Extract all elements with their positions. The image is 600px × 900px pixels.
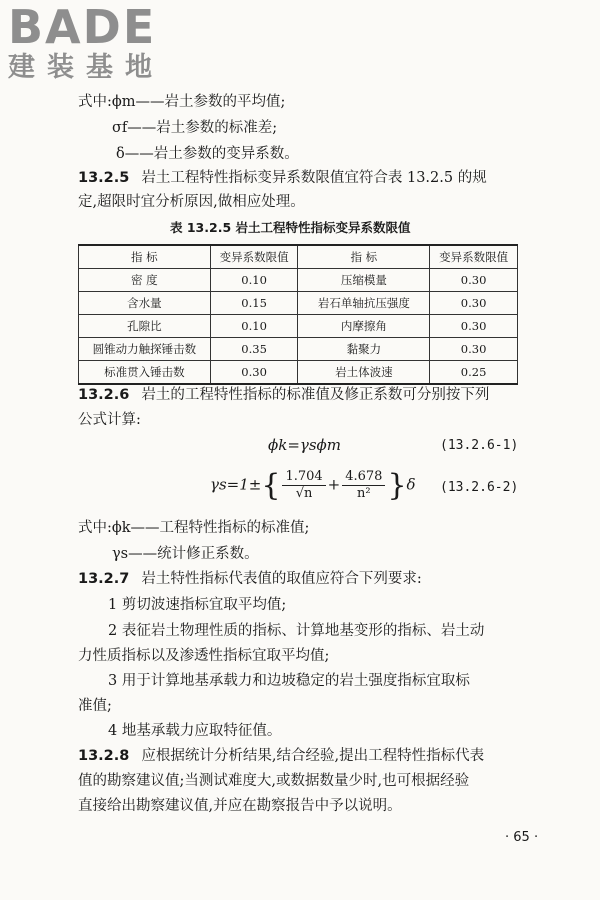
clause-13-2-5-cont: 定,超限时宜分析原因,做相应处理。 — [78, 194, 305, 210]
denominator-1: √n — [295, 486, 313, 501]
equation-number-1: (13.2.6-1) — [440, 438, 519, 453]
table-row — [79, 315, 518, 338]
fraction-1 — [282, 469, 325, 502]
fraction-2 — [342, 469, 385, 502]
legend-line-mean: 式中:ϕm——岩土参数的平均值; — [78, 94, 286, 110]
table-cell: 0.30 — [430, 338, 518, 361]
formula-correction-coefficient — [210, 468, 416, 503]
clause-text: 岩土工程特性指标变异系数限值宜符合表 13.2.5 的规 — [141, 170, 487, 186]
formula-rhs: =γsϕm — [287, 436, 342, 454]
table-row — [79, 338, 518, 361]
table-cell: 0.25 — [430, 361, 518, 385]
watermark-logo — [8, 0, 164, 84]
item-4: 4 地基承载力应取特征值。 — [108, 723, 282, 739]
legend-line-gamma: γs——统计修正系数。 — [112, 546, 259, 562]
table-cell: 压缩模量 — [298, 269, 430, 292]
denominator-2: n² — [357, 486, 371, 501]
item-1: 1 剪切波速指标宜取平均值; — [108, 597, 287, 613]
table-row — [79, 361, 518, 385]
table-cell: 孔隙比 — [79, 315, 211, 338]
logo-subtitle: 建装基地 — [8, 52, 164, 83]
table-row — [79, 292, 518, 315]
table-cell: 黏聚力 — [298, 338, 430, 361]
table-cell: 标准贯入锤击数 — [79, 361, 211, 385]
item-2-cont: 力性质指标以及渗透性指标宜取平均值; — [78, 648, 330, 664]
legend-line-standard: 式中:ϕk——工程特性指标的标准值; — [78, 520, 310, 536]
table-cell: 0.30 — [210, 361, 298, 385]
clause-number: 13.2.8 — [78, 748, 130, 764]
page-number: · 65 · — [505, 830, 539, 845]
formula-standard-value — [268, 436, 341, 454]
left-brace-icon: { — [261, 468, 281, 503]
numerator-2: 4.678 — [342, 469, 385, 486]
plus-sign: + — [327, 475, 341, 494]
item-2: 2 表征岩土物理性质的指标、计算地基变形的指标、岩土动 — [108, 623, 485, 639]
header-index-2: 指 标 — [298, 245, 430, 269]
logo-brand: BADE — [8, 0, 157, 54]
item-3-cont: 准值; — [78, 698, 112, 714]
table-cell: 密 度 — [79, 269, 211, 292]
clause-13-2-8-cont-2: 直接给出勘察建议值,并应在勘察报告中予以说明。 — [78, 798, 402, 814]
clause-number: 13.2.6 — [78, 387, 130, 403]
item-3: 3 用于计算地基承载力和边坡稳定的岩土强度指标宜取标 — [108, 673, 470, 689]
clause-text: 应根据统计分析结果,结合经验,提出工程特性指标代表 — [141, 748, 485, 764]
table-cell: 岩土体波速 — [298, 361, 430, 385]
table-caption: 表 13.2.5 岩土工程特性指标变异系数限值 — [170, 220, 411, 235]
header-limit-2: 变异系数限值 — [430, 245, 518, 269]
clause-13-2-6 — [78, 385, 489, 405]
table-cell: 0.15 — [210, 292, 298, 315]
formula-tail: δ — [406, 475, 416, 494]
legend-line-cv: δ——岩土参数的变异系数。 — [116, 146, 299, 162]
clause-13-2-6-cont: 公式计算: — [78, 412, 141, 428]
formula-lhs: ϕk — [268, 436, 288, 454]
numerator-1: 1.704 — [282, 469, 325, 486]
variation-coefficient-table — [78, 244, 518, 385]
table-cell: 含水量 — [79, 292, 211, 315]
formula-lhs: γs=1± — [210, 475, 262, 494]
legend-line-std: σf——岩土参数的标准差; — [112, 120, 278, 136]
clause-text: 岩土的工程特性指标的标准值及修正系数可分别按下列 — [141, 387, 490, 403]
header-index-1: 指 标 — [79, 245, 211, 269]
equation-number-2: (13.2.6-2) — [440, 480, 519, 495]
clause-number: 13.2.5 — [78, 170, 130, 186]
clause-13-2-8-cont-1: 值的勘察建议值;当测试难度大,或数据数量少时,也可根据经验 — [78, 773, 470, 789]
table-header-row — [79, 245, 518, 269]
table-cell: 0.10 — [210, 269, 298, 292]
table-row — [79, 269, 518, 292]
table-cell: 圆锥动力触探锤击数 — [79, 338, 211, 361]
clause-text: 岩土特性指标代表值的取值应符合下列要求: — [141, 571, 422, 587]
clause-number: 13.2.7 — [78, 571, 130, 587]
table-cell: 0.30 — [430, 269, 518, 292]
table-cell: 内摩擦角 — [298, 315, 430, 338]
clause-13-2-5 — [78, 168, 487, 188]
table-cell: 0.30 — [430, 292, 518, 315]
right-brace-icon: } — [387, 468, 407, 503]
clause-13-2-8 — [78, 746, 484, 766]
table-cell: 0.35 — [210, 338, 298, 361]
header-limit-1: 变异系数限值 — [210, 245, 298, 269]
clause-13-2-7 — [78, 569, 422, 589]
table-cell: 0.10 — [210, 315, 298, 338]
table-cell: 0.30 — [430, 315, 518, 338]
table-cell: 岩石单轴抗压强度 — [298, 292, 430, 315]
